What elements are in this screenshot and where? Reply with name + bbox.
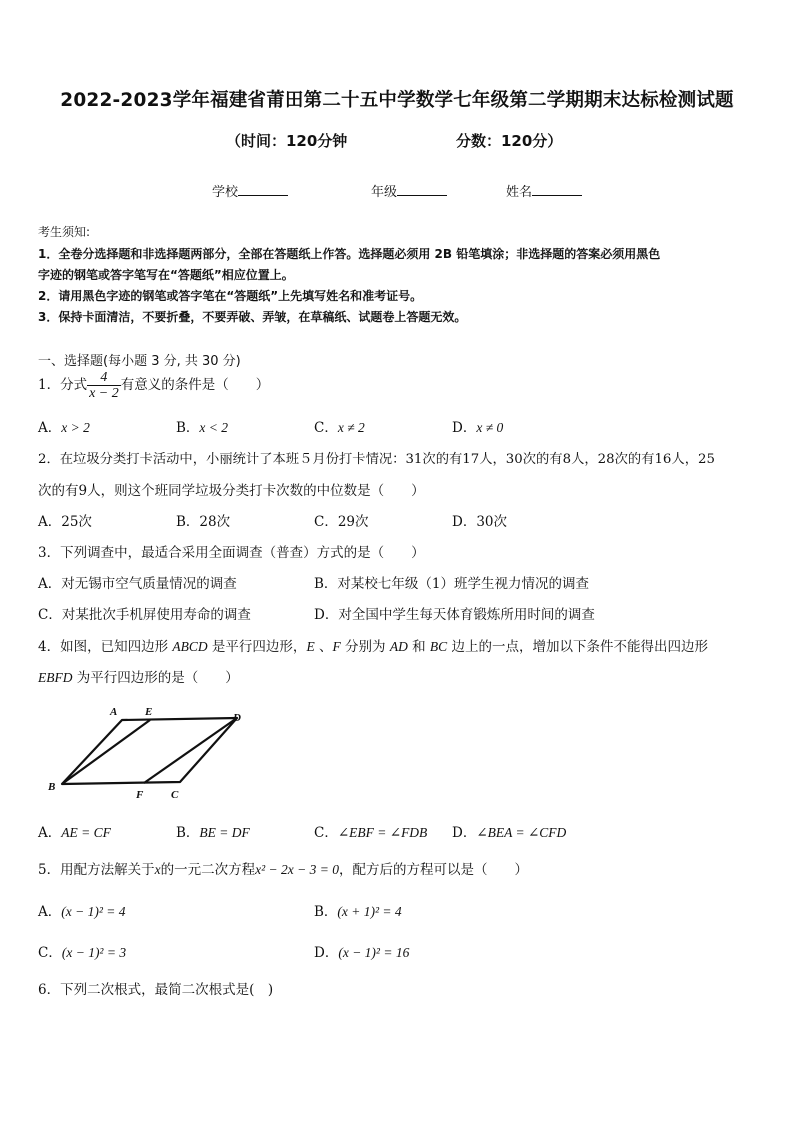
- question-4-line-1: [38, 635, 708, 655]
- q3-option-c[interactable]: C．对某批次手机屏使用寿命的调查: [38, 607, 251, 623]
- option-expr: (x − 1)² = 16: [338, 945, 410, 960]
- option-letter: A．: [38, 420, 62, 436]
- q4-math: EBFD: [38, 670, 73, 685]
- notice-item-1a: 1．全卷分选择题和非选择题两部分，全部在答题纸上作答。选择题必须用 2B 铅笔填涂；非选择题的答案必须用黑色: [38, 247, 661, 261]
- label-a: A: [110, 706, 118, 718]
- q4-option-b[interactable]: [176, 821, 250, 841]
- label-f: F: [136, 789, 144, 801]
- option-expr: x < 2: [199, 420, 229, 435]
- parallelogram-abcd: [62, 718, 237, 784]
- q4-text: 、: [314, 639, 333, 655]
- segment-fd: [144, 718, 237, 783]
- q4-math: BC: [429, 639, 448, 654]
- q1-suffix: 有意义的条件是（ ）: [120, 377, 270, 393]
- question-2-line-1: 2．在垃圾分类打卡活动中，小丽统计了本班５月份打卡情况：31次的有17人，30次的有8人，28次的有16人，25: [38, 452, 715, 467]
- option-expr: x > 2: [61, 420, 90, 435]
- option-letter: A．: [38, 904, 62, 920]
- option-letter: B．: [176, 420, 200, 436]
- option-expr: (x + 1)² = 4: [337, 904, 402, 919]
- q3-option-a[interactable]: A．对无锡市空气质量情况的调查: [38, 576, 237, 592]
- q1-fraction: [87, 370, 121, 401]
- question-4-line-2: [38, 666, 239, 686]
- q5-option-d[interactable]: [314, 941, 409, 961]
- q4-option-d[interactable]: [452, 821, 566, 841]
- question-2-line-2: 次的有9人，则这个班同学垃圾分类打卡次数的中位数是（ ）: [38, 483, 425, 499]
- option-letter: A．: [38, 825, 62, 841]
- label-d: D: [233, 712, 241, 724]
- q4-text: 是平行四边形，: [207, 639, 307, 655]
- option-expr: AE = CF: [61, 825, 111, 840]
- q4-text: 和: [407, 639, 430, 655]
- notice-item-2: 2．请用黑色字迹的钢笔或答字笔在“答题纸”上先填写姓名和准考证号。: [38, 289, 423, 303]
- q1-option-a[interactable]: [38, 416, 90, 436]
- option-letter: C．: [314, 825, 338, 841]
- label-c: C: [171, 789, 179, 801]
- q5-text: 的一元二次方程: [160, 862, 256, 878]
- question-6-stem: 6．下列二次根式，最简二次根式是( ): [38, 982, 274, 998]
- option-letter: D．: [452, 420, 477, 436]
- page-title: 2022-2023学年福建省莆田第二十五中学数学七年级第二学期期末达标检测试题: [60, 90, 734, 111]
- q4-text: 4．如图，已知四边形: [38, 639, 173, 655]
- q5-math: x: [154, 862, 161, 877]
- parallelogram-figure: [40, 698, 280, 808]
- q4-option-c[interactable]: [314, 821, 427, 841]
- q3-option-d[interactable]: D．对全国中学生每天体育锻炼所用时间的调查: [314, 607, 595, 623]
- score-info: 分数：120分）: [456, 132, 563, 150]
- q4-option-a[interactable]: [38, 821, 111, 841]
- school-field[interactable]: [212, 181, 288, 200]
- name-blank[interactable]: [532, 183, 582, 196]
- grade-field[interactable]: [371, 181, 447, 200]
- q5-option-c[interactable]: [38, 941, 126, 961]
- q4-math: E: [306, 639, 315, 654]
- option-letter: C．: [38, 945, 62, 961]
- q3-option-b[interactable]: B．对某校七年级（1）班学生视力情况的调查: [314, 576, 590, 592]
- option-expr: x ≠ 0: [476, 420, 504, 435]
- q5-option-b[interactable]: [314, 900, 402, 920]
- label-b: B: [48, 781, 56, 793]
- question-1-stem: [38, 370, 269, 401]
- school-blank[interactable]: [238, 183, 288, 196]
- name-label: 姓名: [506, 185, 533, 200]
- option-expr: x ≠ 2: [337, 420, 365, 435]
- q1-option-c[interactable]: [314, 416, 365, 436]
- q4-math: AD: [389, 639, 408, 654]
- grade-blank[interactable]: [397, 183, 447, 196]
- q1-option-b[interactable]: [176, 416, 228, 436]
- option-expr: ∠EBF = ∠FDB: [337, 825, 428, 840]
- q5-text: ，配方后的方程可以是（ ）: [338, 862, 528, 878]
- name-field[interactable]: [506, 181, 582, 200]
- notice-item-3: 3．保持卡面清洁，不要折叠，不要弄破、弄皱，在草稿纸、试题卷上答题无效。: [38, 310, 467, 324]
- option-letter: C．: [314, 420, 338, 436]
- q1-frac-num: 4: [87, 370, 121, 386]
- option-letter: B．: [314, 904, 338, 920]
- option-letter: D．: [452, 825, 477, 841]
- q5-text: 5．用配方法解关于: [38, 862, 155, 878]
- option-letter: B．: [176, 825, 200, 841]
- q4-text: 为平行四边形的是（ ）: [72, 670, 239, 686]
- q2-option-a[interactable]: A．25次: [38, 514, 92, 530]
- option-expr: (x − 1)² = 4: [61, 904, 126, 919]
- q4-text: 分别为: [340, 639, 390, 655]
- option-expr: ∠BEA = ∠CFD: [476, 825, 567, 840]
- q1-option-d[interactable]: [452, 416, 503, 436]
- q2-option-d[interactable]: D．30次: [452, 514, 508, 530]
- option-expr: (x − 1)² = 3: [61, 945, 127, 960]
- grade-label: 年级: [371, 185, 398, 200]
- option-expr: BE = DF: [199, 825, 250, 840]
- notice-item-1b: 字迹的钢笔或答字笔写在“答题纸”相应位置上。: [38, 268, 294, 282]
- q5-option-a[interactable]: [38, 900, 126, 920]
- q2-option-b[interactable]: B．28次: [176, 514, 231, 530]
- time-info: （时间：120分钟: [226, 132, 348, 150]
- school-label: 学校: [212, 185, 239, 200]
- question-3-stem: 3．下列调查中，最适合采用全面调查（普查）方式的是（ ）: [38, 545, 425, 561]
- q4-math: F: [332, 639, 341, 654]
- segment-be: [62, 720, 150, 784]
- option-letter: D．: [314, 945, 339, 961]
- q1-frac-den: x − 2: [89, 386, 119, 401]
- question-5-stem: [38, 858, 528, 878]
- notice-heading: 考生须知:: [38, 225, 91, 239]
- q5-equation: x² − 2x − 3 = 0: [255, 862, 339, 877]
- q4-math: ABCD: [172, 639, 208, 654]
- q1-prefix: 1．分式: [38, 377, 88, 393]
- section-heading: 一、选择题(每小题 3 分, 共 30 分): [38, 354, 241, 369]
- q2-option-c[interactable]: C．29次: [314, 514, 369, 530]
- label-e: E: [145, 706, 153, 718]
- q4-text: 边上的一点，增加以下条件不能得出四边形: [447, 639, 708, 655]
